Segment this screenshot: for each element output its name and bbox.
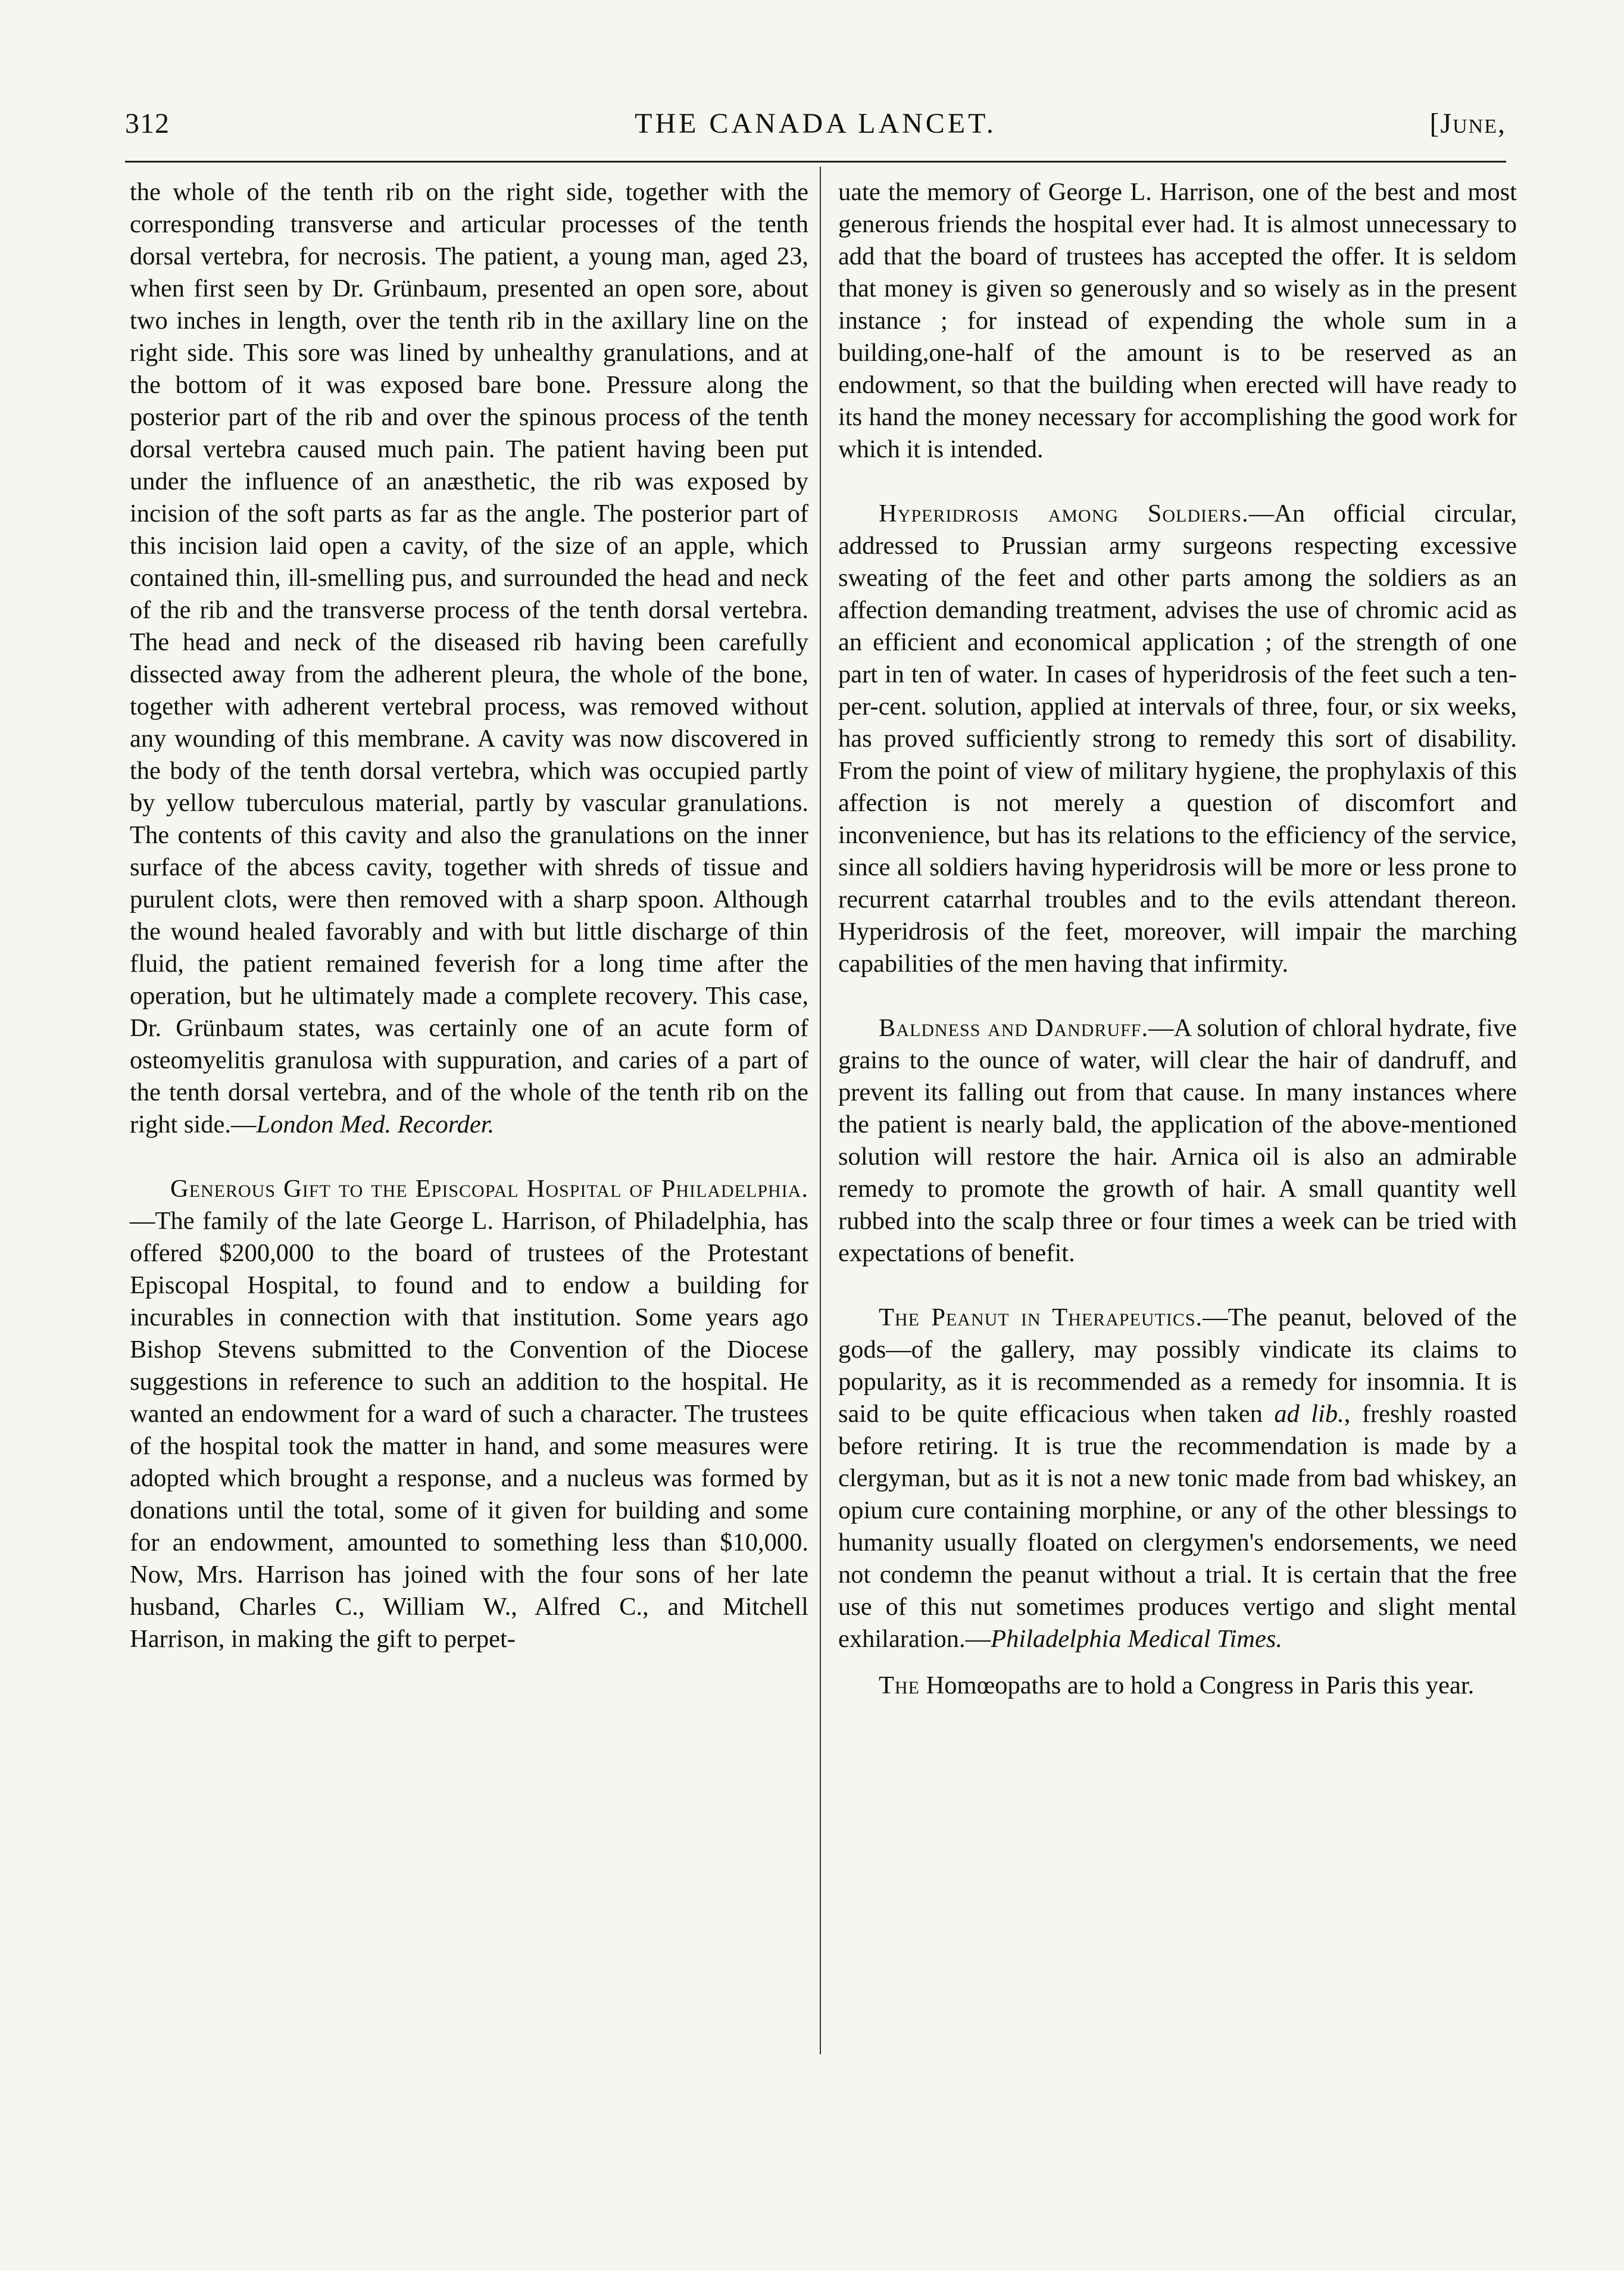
article-body: —The family of the late George L. Harrison, of Philadelphia, has offered $200,000 to the board of trustees of the Protestant Episcopal Hospital, to found and to endow a building for incurables in connection with that institution. Some years ago Bishop Stevens submitted to the Convention of the Diocese suggestions in reference to such an addition to the hospital. He wanted an endowment for a ward of such a character. The trustees of the hospital took the matter in hand, and some measures were adopted which brought a response, and a nucleus was formed by donations until the total, some of it given for building and some for an endowment, amounted to something less than $10,000. Now, Mrs. Harrison has joined with the four sons of her late husband, Charles C., William W., Alfred C., and Mitchell Harrison, in making the gift to perpet-	[130, 1207, 808, 1653]
gift-continuation-text: uate the memory of George L. Harrison, one of the best and most generous friends the hospital ever had. It is almost unnecessary to add that the board of trustees has accepted the offer. It is seldom that money is given so generously and so wisely as in the present instance ; for instead of expending the whole sum in a building,one-half of the amount is to be reserved as an endowment, so that the building when erected will have ready to its hand the money necessary for accomplishing the good work for which it is intended.	[838, 178, 1517, 463]
header-rule	[125, 161, 1506, 163]
article-headline: Baldness and Dandruff.	[879, 1014, 1149, 1042]
article-peanut	[838, 1302, 1517, 1655]
article-baldness	[838, 1012, 1517, 1269]
article-headline: The Peanut in Therapeutics.	[879, 1303, 1203, 1331]
article-source: Philadelphia Medical Times.	[991, 1625, 1282, 1653]
article-headline: The	[879, 1671, 920, 1699]
page-number: 312	[125, 108, 170, 139]
article-generous-gift	[130, 1173, 808, 1655]
case-report-text: the whole of the tenth rib on the right side, together with the corresponding transverse and articular processes of the tenth dorsal vertebra, for necrosis. The patient, a young man, aged 23, when first seen by Dr. Grünbaum, presented an open sore, about two inches in length, over the tenth rib in the axillary line on the right side. This sore was lined by unhealthy granulations, and at the bottom of it was exposed bare bone. Pressure along the posterior part of the rib and over the spinous process of the tenth dorsal vertebra caused much pain. The patient having been put under the influence of an anæsthetic, the rib was exposed by incision of the soft parts as far as the angle. The posterior part of this incision laid open a cavity, of the size of an apple, which contained thin, ill-smelling pus, and surrounded the head and neck of the rib and the transverse process of the tenth dorsal vertebra. The head and neck of the diseased rib having been carefully dissected away from the adherent pleura, the whole of the bone, together with adherent vertebral process, was removed without any wounding of this membrane. A cavity was now discovered in the body of the tenth dorsal vertebra, which was occupied partly by yellow tuberculous material, partly by vascular granulations. The contents of this cavity and also the granulations on the inner surface of the abcess cavity, together with shreds of tissue and purulent clots, were then removed with a sharp spoon. Although the wound healed favorably and with but little discharge of thin fluid, the patient remained feverish for a long time after the operation, but he ultimately made a complete recovery. This case, Dr. Grünbaum states, was certainly one of an acute form of osteomyelitis granulosa with suppuration, and caries of a part of the tenth dorsal vertebra, and of the whole of the tenth rib on the right side.—	[130, 178, 808, 1138]
article-body: Homœopaths are to hold a Congress in Paris this year.	[919, 1671, 1475, 1699]
issue-month: [June,	[1429, 108, 1506, 139]
article-headline: Generous Gift to the Episcopal Hospital of Philadelphia.	[170, 1175, 808, 1203]
article-homoeopaths	[838, 1670, 1517, 1702]
article-body-start: —The peanut, beloved of the gods—of the gallery, may possibly vindicate its claims to popularity, as it is recommended as a remedy for insomnia. It is said to be quite efficacious when taken	[838, 1303, 1517, 1428]
continued-case-report	[130, 176, 808, 1141]
article-body: —A solution of chloral hydrate, five grains to the ounce of water, will clear the hair of dandruff, and prevent its falling out from that cause. In many instances where the patient is nearly bald, the application of the above-mentioned solution will restore the hair. Arnica oil is also an admirable remedy to promote the growth of hair. A small quantity well rubbed into the scalp three or four times a week can be tried with expectations of benefit.	[838, 1014, 1517, 1267]
column-divider	[820, 167, 821, 2054]
article-headline: Hyperidrosis among Soldiers.	[879, 500, 1249, 528]
latin-phrase: ad lib.	[1274, 1400, 1344, 1428]
continued-gift-article	[838, 176, 1517, 466]
article-body-end: , freshly roasted before retiring. It is true the recommendation is made by a clergyman, but as it is not a new tonic made from bad whiskey, an opium cure containing morphine, or any of the other blessings to humanity usually floated on clergymen's endorsements, we need not condemn the peanut without a trial. It is certain that the free use of this nut sometimes produces vertigo and slight mental exhilaration.—	[838, 1400, 1517, 1653]
left-column	[130, 176, 808, 1655]
journal-title: THE CANADA LANCET.	[635, 108, 997, 139]
right-column	[838, 176, 1517, 1702]
case-report-source: London Med. Recorder.	[256, 1110, 495, 1138]
article-body: —An official circular, addressed to Prussian army surgeons respecting excessive sweating of the feet and other parts among the soldiers as an affection demanding treatment, advises the use of chromic acid as an efficient and economical application ; of the strength of one part in ten of water. In cases of hyperidrosis of the feet such a ten-per-cent. solution, applied at intervals of three, four, or six weeks, has proved sufficiently strong to remedy this sort of disability. From the point of view of military hygiene, the prophylaxis of this affection is not merely a question of discomfort and inconvenience, but has its relations to the efficiency of the service, since all soldiers having hyperidrosis will be more or less prone to recurrent catarrhal troubles and to the evils attendant thereon. Hyperidrosis of the feet, moreover, will impair the marching capabilities of the men having that infirmity.	[838, 500, 1517, 978]
page-header	[125, 107, 1506, 161]
article-hyperidrosis	[838, 498, 1517, 980]
